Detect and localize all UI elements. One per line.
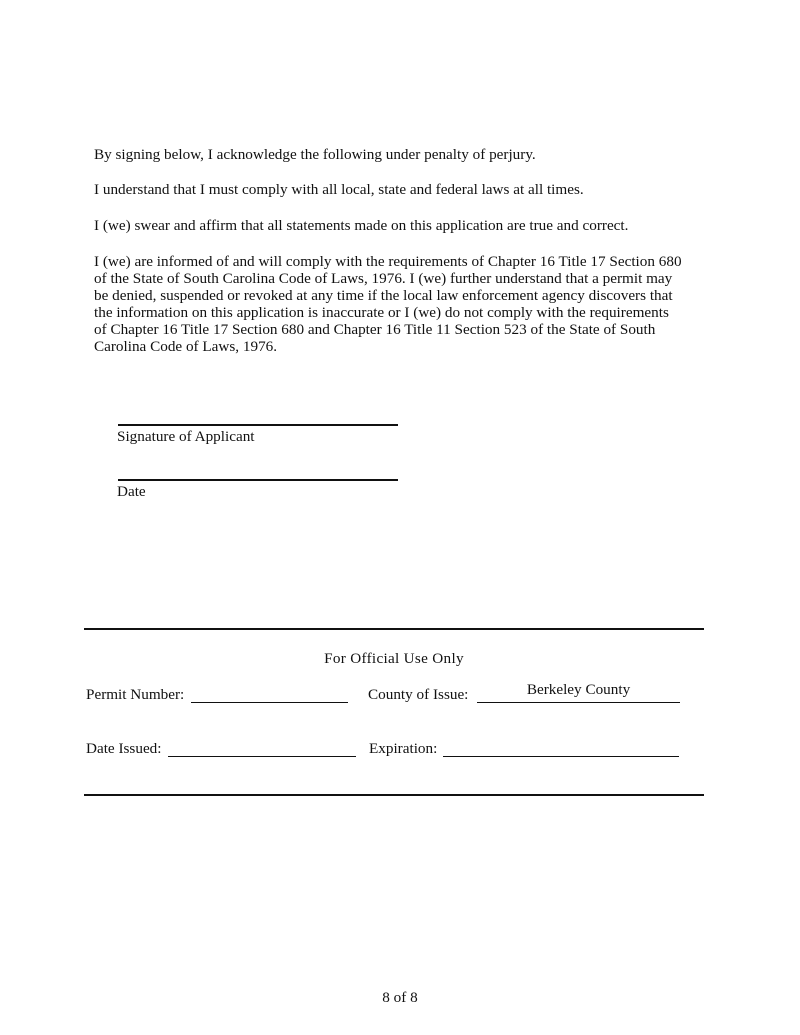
official-use-title: For Official Use Only [324, 650, 464, 667]
applicant-signature-line[interactable] [118, 424, 398, 426]
applicant-signature-label: Signature of Applicant [117, 428, 255, 445]
permit-number-label: Permit Number: [86, 686, 185, 703]
expiration-label: Expiration: [369, 740, 438, 757]
signature-date-label: Date [117, 483, 146, 500]
requirements-line: of the State of South Carolina Code of Laws, 1976. I (we) further understand that a permit may [94, 270, 673, 287]
perjury-statement: By signing below, I acknowledge the following under penalty of perjury. [94, 146, 536, 163]
date-issued-label: Date Issued: [86, 740, 162, 757]
compliance-statement: I understand that I must comply with all local, state and federal laws at all times. [94, 181, 584, 198]
affirmation-statement: I (we) swear and affirm that all statements made on this application are true and correct. [94, 217, 629, 234]
official-section-top-rule [84, 628, 704, 630]
date-issued-field[interactable] [168, 756, 356, 757]
county-of-issue-label: County of Issue: [368, 686, 469, 703]
permit-number-field[interactable] [191, 702, 348, 703]
expiration-field[interactable] [443, 756, 679, 757]
requirements-line: I (we) are informed of and will comply with the requirements of Chapter 16 Title 17 Section 680 [94, 253, 682, 270]
requirements-line: of Chapter 16 Title 17 Section 680 and Chapter 16 Title 11 Section 523 of the State of South [94, 321, 656, 338]
requirements-line: the information on this application is inaccurate or I (we) do not comply with the requirements [94, 304, 669, 321]
county-of-issue-field[interactable] [477, 702, 680, 703]
requirements-line: be denied, suspended or revoked at any time if the local law enforcement agency discovers that [94, 287, 673, 304]
page-number: 8 of 8 [382, 989, 418, 1006]
requirements-paragraph [94, 253, 694, 355]
official-section-bottom-rule [84, 794, 704, 796]
requirements-line: Carolina Code of Laws, 1976. [94, 338, 278, 355]
county-of-issue-value: Berkeley County [526, 681, 631, 698]
signature-date-line[interactable] [118, 479, 398, 481]
